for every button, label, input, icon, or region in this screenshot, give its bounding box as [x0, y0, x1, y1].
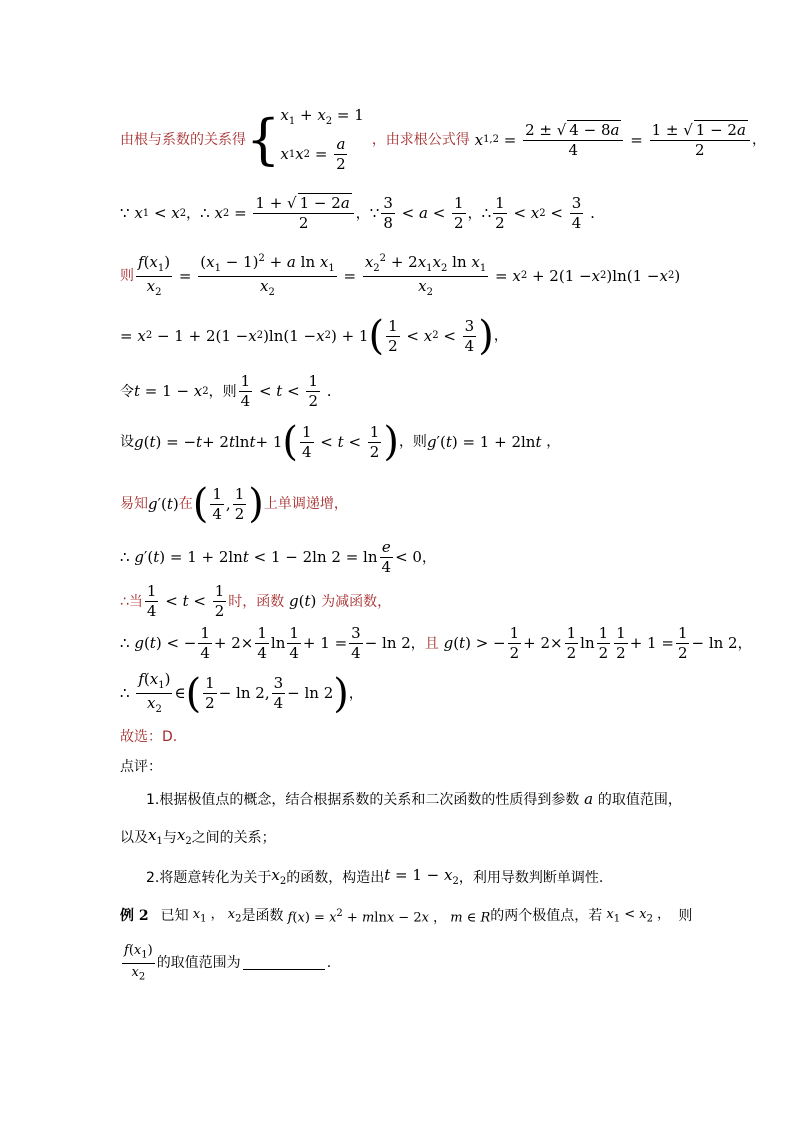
example-label: 例 2 — [120, 908, 149, 925]
line-monotonic: 易知 g′(t) 在 ( $\frac{1}{4}$ , $\frac{1}{2}$ ) 上单调递增， — [120, 481, 348, 527]
line-derivative-negative: ∴ g ′( t ) = 1 + 2ln t < 1 − 2ln 2 = ln $\frac{e}{4}$ < 0 ， — [120, 538, 436, 576]
example-2-cont: $\frac{f(x_1)}{x_2}$ 的取值范围为 . — [124, 943, 332, 983]
answer-line: 故选：D. — [120, 729, 178, 745]
example-2: 例 2 已知 $x_1$ ， $x_2$ 是函数 $f(x) = x^2 + mlnx - 2x$ ， m ∈ R 的两个极值点，若 $x_1 < x_2$ ， 则 — [120, 907, 693, 925]
line-g-bounds: ∴ g ( t ) < − $\frac{1}{4}$ + 2× $\frac{1}{4}$ ln $\frac{1}{4}$ + 1 = $\frac{3}{4}$ − ln 2 ， 且 g ( t ) > − $\frac{1}{2}$ + 2× $\frac{1}{2}$ ln $\frac{1}{2}$ $\frac{1}{2}$ + 1 = $\frac{1}{2}$ − ln 2 ， — [120, 624, 752, 662]
line-define-g: 设 g ( t ) = − t + 2 t ln t + 1 ( $\frac{1}{4}$ < t < $\frac{1}{2}$ ) ，则 g ′( t ) = 1 + 2ln t ， — [120, 419, 561, 465]
text-by-formula: ，由求根公式得 — [371, 132, 470, 148]
line-x2-range: ∵ x 1 < x 2 ， ∴ x 2 = $\frac{1 + √ 1 - 2a}{2}$ ， ∵ $\frac{3}{8}$ < a < $\frac{1}{2}$ ， ∴ $\frac{1}{2}$ < x 2 < $\frac{3}{4}$ . — [120, 194, 595, 232]
comment-2: 2.将题意转化为关于 $x_2$ 的函数，构造出 $t = 1 - x_2$ ，利用导数判断单调性. — [146, 866, 604, 887]
comment-1-cont: 以及 $x_1$ 与 $x_2$ 之间的关系； — [120, 826, 276, 847]
line-substitution: 令 t = 1 − x 2 ，则 $\frac{1}{4}$ < t < $\frac{1}{2}$ . — [120, 372, 332, 410]
root-formula: x 1,2 = $\frac{2 \pm √ 4 - 8a}{4}$ = $\frac{1 \pm √ 1 - 2a}{2}$ ， — [474, 120, 766, 159]
answer-blank[interactable] — [243, 957, 325, 970]
text-by-vieta: 由根与系数的关系得 — [120, 132, 246, 148]
line-vieta — [120, 108, 766, 172]
line-ratio-simplified: = x 2 − 1 + 2(1 − x 2 )ln(1 − x 2 ) + 1 ( $\frac{1}{2}$ < x 2 < $\frac{3}{4}$ ) ， — [120, 313, 508, 359]
comment-title: 点评： — [120, 759, 162, 775]
line-ratio-expression: 则 $\frac{f(x_1)}{x_2}$ = $\frac{(x_1 - 1)^2 + a \ln x_1}{x_2}$ = $\frac{x_2^2 + 2x_1x_2 \ln x_1}{x_2}$ = x 2 + 2(1 − x 2 )ln(1 − x 2 ) — [120, 252, 681, 298]
equation-system: $x_1 + x_2 = 1$ x 1 x 2 = $\frac{a}{2}$ — [280, 106, 364, 173]
line-result-range: ∴ $\frac{f(x_1)}{x_2}$ ∈ ( $\frac{1}{2}$ − ln 2, $\frac{3}{4}$ − ln 2 ) ， — [120, 670, 363, 717]
brace-icon: { — [246, 108, 281, 171]
line-decreasing: ∴当 $\frac{1}{4}$ < t < $\frac{1}{2}$ 时， 函数 g(t) 为减函数， — [120, 582, 392, 620]
comment-1: 1.根据极值点的概念，结合根据系数的关系和二次函数的性质得到参数 a 的取值范围， — [146, 790, 682, 808]
